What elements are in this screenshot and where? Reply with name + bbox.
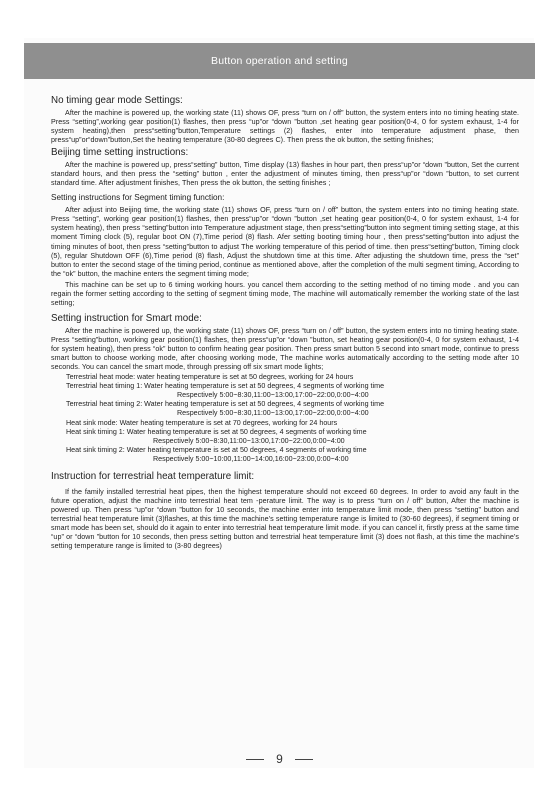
segment-timing-paragraph-2: This machine can be set up to 6 timing working hours. you cancel them according to the setting method of no timing mode . and you can regain the former setting according to the setting of segment timing mode, The machine will automatically remember the working state of the last setting; — [51, 280, 519, 307]
header-band — [24, 43, 535, 79]
page-footer — [0, 752, 559, 766]
segment-timing-heading: Setting instructions for Segment timing function: — [51, 193, 225, 203]
mode-line: Terrestrial heat timing 2: Water heating temperature is set at 50 degrees, 4 segments of working time — [66, 400, 385, 409]
mode-schedule: Respectively 5:00~8:30,11:00~13:00,17:00~22:00,0:00~4:00 — [153, 436, 345, 445]
mode-schedule: Respectively 5:00~8:30,11:00~13:00,17:00~22:00,0:00~4:00 — [177, 409, 369, 418]
segment-timing-paragraph-1: After adjust into Beijing time, the working state (11) shows OF, press “turn on / off” button, the system enters into no timing heating state. Press “setting”, working gear position(1) flashes, then press“up”or “down ”button ,set heating gear position(0-4, 0 for system exhaust, 1-4 for system heating), then press “setting”button into Temperature adjustment stage, then press“setting”button into segment timing setting stage, at this moment Timing clock (5), regular boot ON (7),Time period (8) flash. Afer setting booting timing hour , then press“setting”button into adjust the timing minutes of boot, then press “setting”button to adjust The working temperature of this period of time. then press“setting”button, Timing clock (5), regular Shutdown OFF (6),Time period (8) flash, Adjust the shutdown time at this time. After adjusting the shutdown time, press the “set” button to enter the second stage of the timing period, continue as mentioned above, after the completion of the multi segment timing, According to the “ok” button, the machine enters the segment timing mode; — [51, 206, 519, 278]
page-number: 9 — [276, 752, 283, 766]
footer-dash-left — [246, 759, 264, 760]
no-timing-paragraph: After the machine is powered up, the working state (11) shows OF, press “turn on / off” button, the system enters into no timing heating state. Press “setting”,working gear position(1) flashes, then press “up”or “down ”button ,set heating gear position(0-4, 0 for system exhaust, 1-4 for system heating),then press“setting”button,Temperature settings (2) flashes, enter into temperature adjustment phase, then press“up”or“down”button,Set the heating temperature (30-80 degrees C). Then press the ok button, the setting finishes; — [51, 109, 519, 145]
terrestrial-limit-heading: Instruction for terrestrial heat temperature limit: — [51, 471, 255, 483]
mode-line: Terrestrial heat mode: water heating temperature is set at 50 degrees, working for 24 hours — [66, 373, 354, 382]
mode-line: Heat sink mode: Water heating temperature is set at 70 degrees, working for 24 hours — [66, 418, 338, 427]
beijing-time-paragraph: After the machine is powered up, press“setting” button, Time display (13) flashes in hour part, then press“up”or “down ”button, Set the current standard hours, and then press the “setting” button , enter the adjustment of minutes timing, then press“up”or “down ”button, to set current standard time. After adjustment finishes, Then press the ok button, the setting finishes ; — [51, 161, 519, 188]
mode-schedule: Respectively 5:00~8:30,11:00~13:00,17:00~22:00,0:00~4:00 — [177, 391, 369, 400]
no-timing-heading: No timing gear mode Settings: — [51, 95, 183, 106]
mode-line: Heat sink timing 2: Water heating temperature is set at 50 degrees, 4 segments of working time — [66, 445, 367, 454]
mode-line: Heat sink timing 1: Water heating temperature is set at 50 degrees, 4 segments of working time — [66, 427, 367, 436]
mode-line: Terrestrial heat timing 1: Water heating temperature is set at 50 degrees, 4 segments of working time — [66, 382, 385, 391]
smart-mode-list — [51, 373, 519, 464]
terrestrial-limit-paragraph: If the family installed terrestrial heat pipes, then the highest temperature should not exceed 60 degrees. In order to avoid any fault in the future operation, adjust the machine into terrestrial heat tem -perature limit. The way is to press “turn on / off” button, After the machine is powered up. Then press “up”or “down ”button for 10 seconds, the machine enter into temperature limit mode, then press “setting” button and terrestrial heat temperature limit (3)flashes, at this time the machine’s setting temperature range is limited to (30-60 degrees), if segment timing or smart mode has been set, should do it again to enter into terrestrial heat temperature limit mode. if you can cancel it, firstly press at the same time “up” or “down ”button for 10 seconds, then press setting button and terrestrial heat temperature limit (3) does not flash, at this time the machine’s setting temperature range is limited to (3-80 degrees) — [51, 488, 519, 551]
mode-schedule: Respectively 5:00~10:00,11:00~14:00,16:00~23:00,0:00~4:00 — [153, 454, 349, 463]
page-title: Button operation and setting — [211, 55, 348, 67]
footer-dash-right — [295, 759, 313, 760]
smart-mode-paragraph: After the machine is powered up, the working state (11) shows OF, press “turn on / off” button, the system enters into no timing heating state. Press “setting”button, working gear position(1) flashes, then press“up”or “down ”button, set heating gear position(0-4, 0 for system exhaust, 1-4 for system heating), then press “ok” button to confirm heating gear position. Then press smart button 5 second into smart mode, continue to press smart button to choose working mode, after choosing working mode, The machine works automatically according to the setting mode after 10 seconds. You can cancel the smart mode, through pressing off six smart mode lights; — [51, 326, 519, 372]
beijing-time-heading: Beijing time setting instructions: — [51, 147, 189, 159]
smart-mode-heading: Setting instruction for Smart mode: — [51, 312, 202, 324]
manual-content — [51, 94, 519, 552]
